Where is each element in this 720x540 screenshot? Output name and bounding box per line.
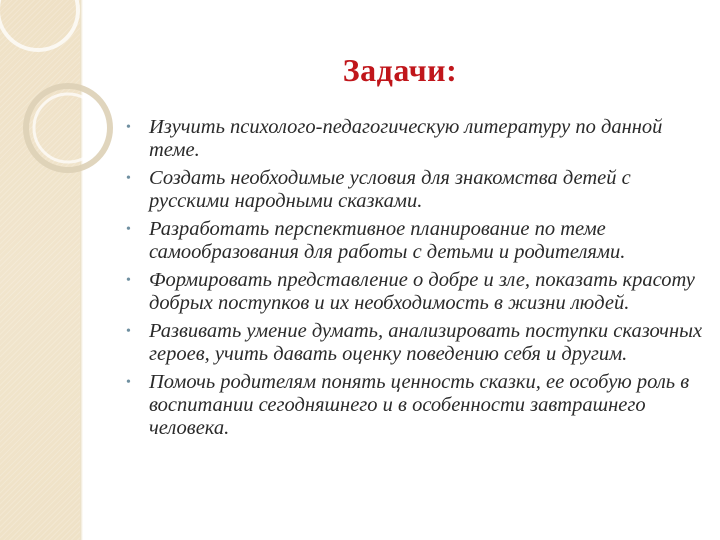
- decorative-rings: [0, 0, 140, 200]
- bullet-icon: •: [126, 222, 131, 237]
- bullet-icon: •: [126, 273, 131, 288]
- task-list: [126, 116, 706, 445]
- task-item: [126, 320, 706, 366]
- middle-ring-outer: [26, 86, 110, 170]
- task-item: [126, 167, 706, 213]
- bullet-icon: •: [126, 375, 131, 390]
- top-ring: [0, 0, 78, 50]
- task-text: Создать необходимые условия для знакомства детей с русскими народными сказками.: [149, 167, 631, 212]
- task-text: Разработать перспективное планирование по теме самообразования для работы с детьми и родителями.: [149, 218, 626, 263]
- task-text: Развивать умение думать, анализировать поступки сказочных героев, учить давать оценку поведению себя и другим.: [149, 320, 703, 365]
- task-item: [126, 371, 706, 440]
- task-item: [126, 116, 706, 162]
- task-text: Формировать представление о добре и зле, показать красоту добрых поступков и их необходимость в жизни людей.: [149, 269, 695, 314]
- task-item: [126, 218, 706, 264]
- slide-title: Задачи:: [342, 52, 458, 88]
- task-text: Изучить психолого-педагогическую литературу по данной теме.: [149, 116, 663, 161]
- middle-ring-inner: [34, 94, 102, 162]
- bullet-icon: •: [126, 120, 131, 135]
- task-item: [126, 269, 706, 315]
- bullet-icon: •: [126, 171, 131, 186]
- task-text: Помочь родителям понять ценность сказки, ее особую роль в воспитании сегодняшнего и в особенности завтрашнего человека.: [149, 371, 690, 439]
- bullet-icon: •: [126, 324, 131, 339]
